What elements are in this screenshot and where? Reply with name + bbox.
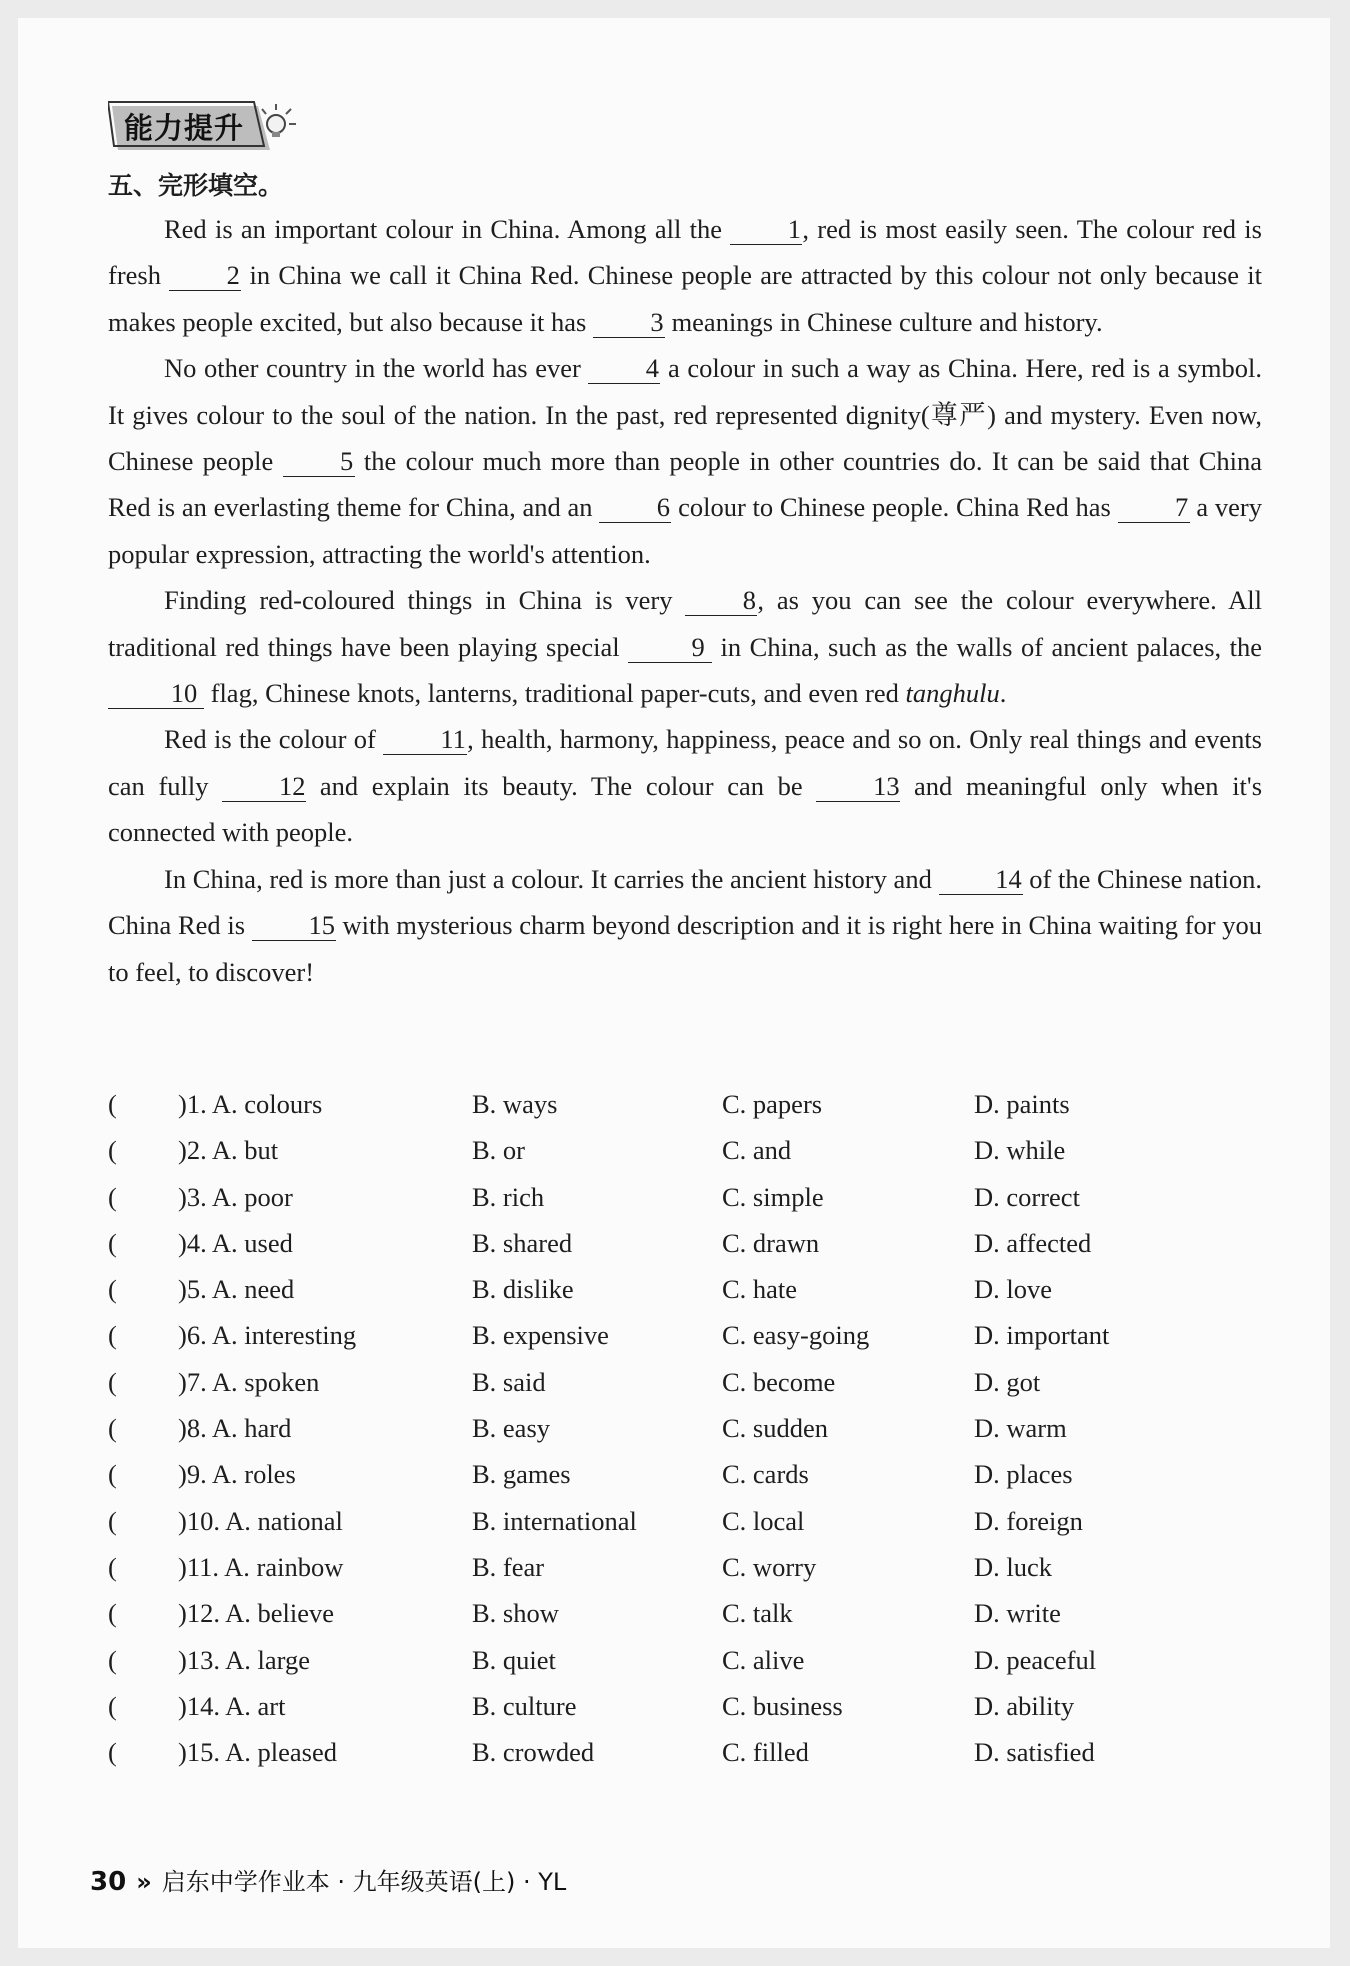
blank-2[interactable]: 2 bbox=[169, 260, 241, 291]
passage-paragraph: Red is an important colour in China. Among all the 1, red is most easily seen. The colour red is fresh 2 in China we call it China Red. Chinese people are attracted by this colour not only because it makes people excited, but also because it has 3 meanings in Chinese culture and history. bbox=[108, 214, 1263, 337]
option-a: )8. A. hard bbox=[178, 1413, 292, 1444]
option-a: )11. A. rainbow bbox=[178, 1551, 344, 1582]
question-row bbox=[108, 1645, 1262, 1691]
option-c: C. drawn bbox=[722, 1227, 820, 1258]
page-footer bbox=[90, 1862, 566, 1897]
option-a: )9. A. roles bbox=[178, 1459, 296, 1490]
option-b: B. expensive bbox=[472, 1320, 609, 1351]
option-c: C. worry bbox=[722, 1551, 817, 1582]
option-d: D. affected bbox=[974, 1227, 1092, 1258]
blank-12[interactable]: 12 bbox=[222, 771, 306, 802]
option-d: D. got bbox=[974, 1366, 1041, 1397]
blank-5[interactable]: 5 bbox=[283, 446, 355, 477]
option-b: B. dislike bbox=[472, 1274, 574, 1305]
option-c: C. local bbox=[722, 1505, 805, 1536]
option-b: B. games bbox=[472, 1459, 571, 1490]
option-b: B. ways bbox=[472, 1089, 558, 1119]
answer-bracket[interactable]: ( bbox=[108, 1598, 117, 1629]
option-c: C. easy-going bbox=[722, 1320, 870, 1351]
question-row bbox=[108, 1459, 1262, 1505]
option-c: C. cards bbox=[722, 1459, 809, 1490]
option-a: )15. A. pleased bbox=[178, 1737, 337, 1768]
blank-7[interactable]: 7 bbox=[1118, 492, 1190, 523]
option-b: B. said bbox=[472, 1366, 546, 1397]
question-row bbox=[108, 1182, 1262, 1228]
option-a: )14. A. art bbox=[178, 1690, 286, 1721]
option-d: D. correct bbox=[974, 1181, 1080, 1212]
option-c: C. and bbox=[722, 1135, 792, 1166]
answer-options bbox=[108, 1089, 1262, 1783]
option-b: B. shared bbox=[472, 1227, 573, 1258]
option-c: C. talk bbox=[722, 1598, 793, 1629]
banner-label: 能力提升 bbox=[124, 111, 245, 145]
answer-bracket[interactable]: ( bbox=[108, 1274, 117, 1305]
section-title: 五、完形填空。 bbox=[108, 171, 284, 200]
option-a: )10. A. national bbox=[178, 1505, 343, 1536]
blank-3[interactable]: 3 bbox=[593, 307, 665, 338]
answer-bracket[interactable]: ( bbox=[108, 1227, 117, 1258]
option-c: C. papers bbox=[722, 1089, 823, 1119]
option-a: )2. A. but bbox=[178, 1135, 279, 1166]
question-row bbox=[108, 1089, 1262, 1135]
answer-bracket[interactable]: ( bbox=[108, 1181, 117, 1212]
option-b: B. culture bbox=[472, 1690, 577, 1721]
option-d: D. love bbox=[974, 1274, 1053, 1305]
passage-paragraph: Finding red-coloured things in China is very 8, as you can see the colour everywhere. All traditional red things have been playing special 9 in China, such as the walls of ancient palaces, the 10 flag, Chinese knots, lanterns, traditional paper-cuts, and even red tanghulu. bbox=[108, 585, 1262, 709]
option-b: B. fear bbox=[472, 1551, 545, 1582]
option-b: B. easy bbox=[472, 1413, 551, 1444]
option-c: C. become bbox=[722, 1366, 836, 1397]
passage-paragraph: Red is the colour of 11, health, harmony, happiness, peace and so on. Only real things and events can fully 12 and explain its beauty. The colour can be 13 and meaningful only when it's connected with people. bbox=[108, 724, 1263, 848]
option-d: D. foreign bbox=[974, 1505, 1083, 1536]
option-d: D. peaceful bbox=[974, 1644, 1097, 1675]
option-d: D. places bbox=[974, 1459, 1073, 1490]
answer-bracket[interactable]: ( bbox=[108, 1459, 117, 1490]
option-b: B. rich bbox=[472, 1181, 545, 1212]
option-d: D. write bbox=[974, 1598, 1061, 1629]
question-row bbox=[108, 1320, 1262, 1366]
option-a: )5. A. need bbox=[178, 1274, 295, 1305]
blank-9[interactable]: 9 bbox=[628, 632, 712, 663]
blank-14[interactable]: 14 bbox=[939, 864, 1023, 895]
answer-bracket[interactable]: ( bbox=[108, 1551, 117, 1582]
page-number: 30 bbox=[90, 1867, 127, 1897]
book-title: 启东中学作业本 · 九年级英语(上) · YL bbox=[161, 1868, 567, 1896]
question-row bbox=[108, 1552, 1262, 1598]
option-d: D. warm bbox=[974, 1413, 1067, 1444]
cloze-passage bbox=[108, 206, 1262, 995]
question-row bbox=[108, 1367, 1262, 1413]
answer-bracket[interactable]: ( bbox=[108, 1089, 117, 1119]
option-d: D. ability bbox=[974, 1690, 1075, 1721]
question-row bbox=[108, 1691, 1262, 1737]
answer-bracket[interactable]: ( bbox=[108, 1413, 117, 1444]
option-b: B. quiet bbox=[472, 1644, 556, 1675]
option-c: C. hate bbox=[722, 1274, 798, 1305]
answer-bracket[interactable]: ( bbox=[108, 1644, 117, 1675]
answer-bracket[interactable]: ( bbox=[108, 1690, 117, 1721]
option-c: C. business bbox=[722, 1690, 843, 1721]
option-b: B. crowded bbox=[472, 1737, 595, 1768]
option-b: B. or bbox=[472, 1135, 525, 1166]
option-a: )12. A. believe bbox=[178, 1598, 335, 1629]
option-d: D. while bbox=[974, 1135, 1066, 1166]
passage-paragraph: In China, red is more than just a colour. It carries the ancient history and 14 of the Chinese nation. China Red is 15 with mysterious charm beyond description and it is right here in China waiting for you to feel, to discover! bbox=[108, 863, 1262, 987]
blank-13[interactable]: 13 bbox=[816, 771, 900, 802]
option-a: )6. A. interesting bbox=[178, 1320, 357, 1351]
lightbulb-icon bbox=[260, 100, 300, 140]
option-c: C. sudden bbox=[722, 1413, 828, 1444]
option-d: D. important bbox=[974, 1320, 1110, 1351]
option-d: D. paints bbox=[974, 1089, 1070, 1119]
blank-4[interactable]: 4 bbox=[588, 353, 660, 384]
answer-bracket[interactable]: ( bbox=[108, 1366, 117, 1397]
question-row bbox=[108, 1598, 1262, 1644]
answer-bracket[interactable]: ( bbox=[108, 1505, 117, 1536]
option-a: )3. A. poor bbox=[178, 1181, 293, 1212]
section-banner bbox=[108, 100, 300, 156]
answer-bracket[interactable]: ( bbox=[108, 1320, 117, 1351]
blank-6[interactable]: 6 bbox=[599, 492, 671, 523]
option-a: )13. A. large bbox=[178, 1644, 310, 1675]
option-a: )4. A. used bbox=[178, 1227, 293, 1258]
option-d: D. satisfied bbox=[974, 1737, 1095, 1768]
question-row bbox=[108, 1135, 1262, 1181]
question-row bbox=[108, 1506, 1262, 1552]
blank-10[interactable]: 10 bbox=[108, 678, 204, 709]
answer-bracket[interactable]: ( bbox=[108, 1135, 117, 1166]
option-b: B. show bbox=[472, 1598, 559, 1629]
question-row bbox=[108, 1737, 1262, 1783]
blank-8[interactable]: 8 bbox=[685, 585, 757, 616]
option-a: )1. A. colours bbox=[178, 1089, 323, 1119]
question-row bbox=[108, 1413, 1262, 1459]
blank-1[interactable]: 1 bbox=[730, 214, 802, 245]
question-row bbox=[108, 1274, 1262, 1320]
option-b: B. international bbox=[472, 1505, 637, 1536]
option-c: C. filled bbox=[722, 1737, 809, 1768]
passage-paragraph: No other country in the world has ever 4 a colour in such a way as China. Here, red is a symbol. It gives colour to the soul of the nation. In the past, red represented dignity(尊严) and mystery. Even now, Chinese people 5 the colour much more than people in other countries do. It can be said that China Red is an everlasting theme for China, and an 6 colour to Chinese people. China Red has 7 a very popular expression, attracting the world's attention. bbox=[108, 353, 1263, 569]
double-chevron-right-icon: » bbox=[136, 1868, 152, 1896]
blank-11[interactable]: 11 bbox=[383, 724, 467, 755]
option-a: )7. A. spoken bbox=[178, 1366, 320, 1397]
option-d: D. luck bbox=[974, 1551, 1053, 1582]
option-c: C. simple bbox=[722, 1181, 824, 1212]
answer-bracket[interactable]: ( bbox=[108, 1737, 117, 1768]
question-row bbox=[108, 1228, 1262, 1274]
blank-15[interactable]: 15 bbox=[252, 910, 336, 941]
option-c: C. alive bbox=[722, 1644, 805, 1675]
